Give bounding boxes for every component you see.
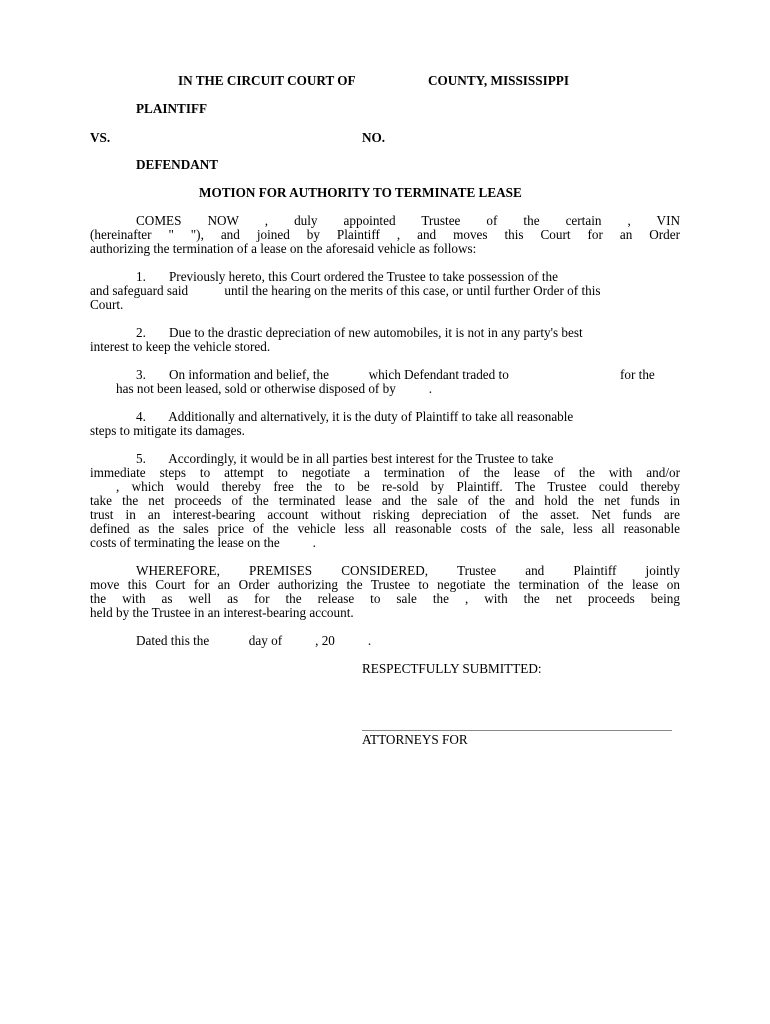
- wherefore-line-4: held by the Trustee in an interest-bearing account.: [90, 605, 354, 620]
- para5-line-6: defined as the sales price of the vehicle less all reasonable costs of the sale, less all reasonable: [90, 521, 680, 536]
- document-title: MOTION FOR AUTHORITY TO TERMINATE LEASE: [199, 185, 522, 200]
- wherefore-line-2: move this Court for an Order authorizing the Trustee to negotiate the termination of the lease on: [90, 577, 680, 592]
- dated-line: Dated this the day of , 20 .: [136, 633, 372, 648]
- plaintiff-label: PLAINTIFF: [136, 101, 208, 116]
- para5-line-1: 5. Accordingly, it would be in all parties best interest for the Trustee to take: [136, 451, 554, 466]
- wherefore-line-3: the with as well as for the release to sale the , with the net proceeds being: [90, 591, 680, 606]
- para4-line-2: steps to mitigate its damages.: [90, 423, 245, 438]
- para2-line-1: 2. Due to the drastic depreciation of new automobiles, it is not in any party's best: [136, 325, 583, 340]
- intro-line-2: (hereinafter " "), and joined by Plaintiff , and moves this Court for an Order: [90, 227, 680, 242]
- respectfully-submitted: RESPECTFULLY SUBMITTED:: [362, 661, 542, 676]
- para5-line-5: trust in an interest-bearing account without risking depreciation of the asset. Net funds are: [90, 507, 680, 522]
- versus-label: VS.: [90, 130, 111, 145]
- court-name-right: COUNTY, MISSISSIPPI: [428, 73, 569, 88]
- case-number-label: NO.: [362, 130, 386, 145]
- intro-line-1: COMES NOW , duly appointed Trustee of the certain , VIN: [136, 213, 680, 228]
- wherefore-line-1: WHEREFORE, PREMISES CONSIDERED, Trustee and Plaintiff jointly: [136, 563, 680, 578]
- para1-line-3: Court.: [90, 297, 124, 312]
- para1-line-1: 1. Previously hereto, this Court ordered the Trustee to take possession of the: [136, 269, 558, 284]
- para3-line-2: has not been leased, sold or otherwise disposed of by .: [116, 381, 433, 396]
- para2-line-2: interest to keep the vehicle stored.: [90, 339, 271, 354]
- para5-line-2: immediate steps to attempt to negotiate a termination of the lease of the with and/or: [90, 465, 680, 480]
- para1-line-2: and safeguard said until the hearing on the merits of this case, or until further Order of this: [90, 283, 601, 298]
- attorneys-for-label: ATTORNEYS FOR: [362, 732, 468, 747]
- para4-line-1: 4. Additionally and alternatively, it is the duty of Plaintiff to take all reasonable: [136, 409, 574, 424]
- para5-line-3: , which would thereby free the to be re-sold by Plaintiff. The Trustee could thereby: [116, 479, 680, 494]
- defendant-label: DEFENDANT: [136, 157, 219, 172]
- para3-line-1-end: for the: [620, 367, 655, 382]
- para5-line-7: costs of terminating the lease on the .: [90, 535, 316, 550]
- para5-line-4: take the net proceeds of the terminated lease and the sale of the and hold the net funds in: [90, 493, 680, 508]
- court-name-left: IN THE CIRCUIT COURT OF: [178, 73, 356, 88]
- intro-line-3: authorizing the termination of a lease on the aforesaid vehicle as follows:: [90, 241, 477, 256]
- para3-line-1: 3. On information and belief, the which Defendant traded to: [136, 367, 509, 382]
- signature-line: [362, 730, 672, 731]
